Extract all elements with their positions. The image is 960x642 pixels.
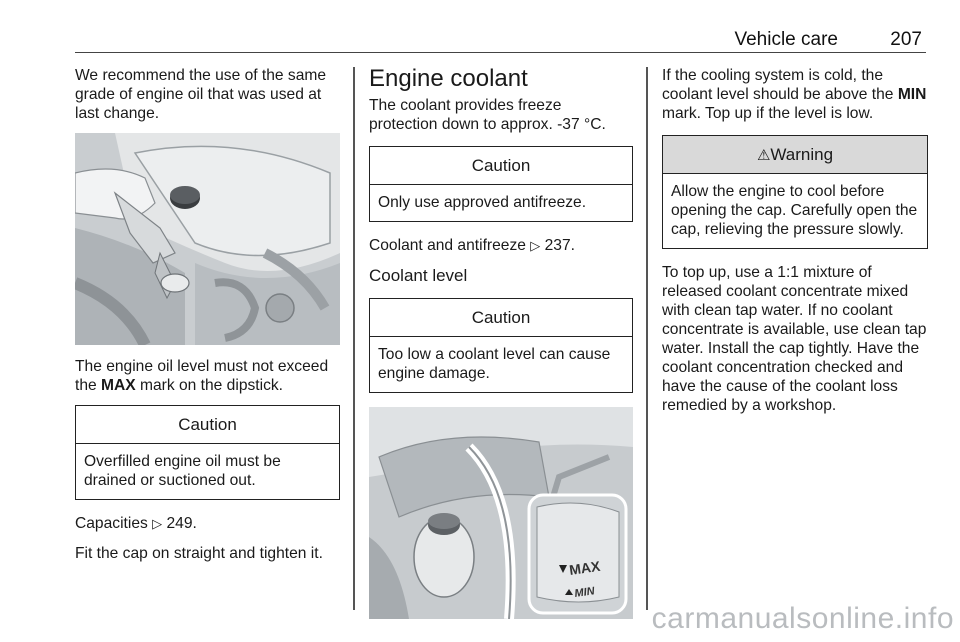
- min-marking-label: MIN: [573, 585, 596, 600]
- fit-cap-paragraph: Fit the cap on straight and tighten it.: [75, 545, 323, 562]
- column-3: [662, 66, 928, 425]
- engine-coolant-heading: Engine coolant: [369, 65, 528, 92]
- caution-text: Overfilled engine oil must be drained or suctioned out.: [84, 453, 281, 489]
- warning-box: [662, 135, 928, 249]
- column-divider: [353, 67, 355, 610]
- caution-box-oil: [75, 405, 340, 500]
- page-reference-arrow-icon: ▷: [530, 239, 541, 254]
- topup-paragraph: To top up, use a 1:1 mixture of released coolant concentrate mixed with clean tap water. If no coolant concentrate is available, use clean tap water. Install the cap tightly. Have the coolant concentration checked and have the cause of the coolant loss remedied by a workshop.: [662, 264, 927, 414]
- max-marking-label: MAX: [568, 557, 602, 578]
- caution-box-antifreeze: [369, 146, 633, 222]
- max-mark: MAX: [101, 377, 136, 394]
- caution-heading: Caution: [370, 299, 632, 337]
- engine-oil-svg: [75, 133, 340, 345]
- column-divider: [646, 67, 648, 610]
- caution-heading: Caution: [76, 406, 339, 444]
- coolant-reservoir-illustration: [369, 407, 633, 619]
- warning-heading: ⚠Warning: [663, 136, 927, 174]
- caution-heading: Caution: [370, 147, 632, 185]
- cold-system-paragraph: If the cooling system is cold, the coolant level should be above the MIN mark. Top up if the level is low.: [662, 67, 927, 122]
- page-header: [75, 27, 926, 53]
- engine-oil-filling-illustration: [75, 133, 340, 345]
- oil-level-paragraph: The engine oil level must not exceed the MAX mark on the dipstick.: [75, 358, 329, 394]
- warning-triangle-icon: ⚠: [756, 146, 771, 164]
- oil-grade-paragraph: We recommend the use of the same grade of engine oil that was used at last change.: [75, 67, 327, 122]
- page-reference-arrow-icon: ▷: [152, 517, 163, 532]
- caution-text: Only use approved antifreeze.: [378, 194, 587, 211]
- caution-box-coolant-level: [369, 298, 633, 393]
- capacities-reference[interactable]: Capacities ▷ 249.: [75, 515, 197, 532]
- min-mark: MIN: [897, 86, 927, 103]
- coolant-intro: The coolant provides freeze protection down to approx. -37 °C.: [369, 97, 606, 133]
- antifreeze-reference[interactable]: Coolant and antifreeze ▷ 237.: [369, 237, 575, 254]
- column-1: [75, 66, 340, 573]
- column-2: [369, 66, 633, 619]
- caution-text: Too low a coolant level can cause engine damage.: [378, 346, 611, 382]
- watermark: carmanualsonline.info: [651, 602, 954, 635]
- page-number: 207: [890, 29, 922, 50]
- coolant-level-heading: Coolant level: [369, 266, 468, 285]
- section-title: Vehicle care: [734, 29, 838, 50]
- coolant-reservoir-svg: [369, 407, 633, 619]
- warning-text: Allow the engine to cool before opening the cap. Carefully open the cap, relieving the pressure slowly.: [671, 183, 918, 238]
